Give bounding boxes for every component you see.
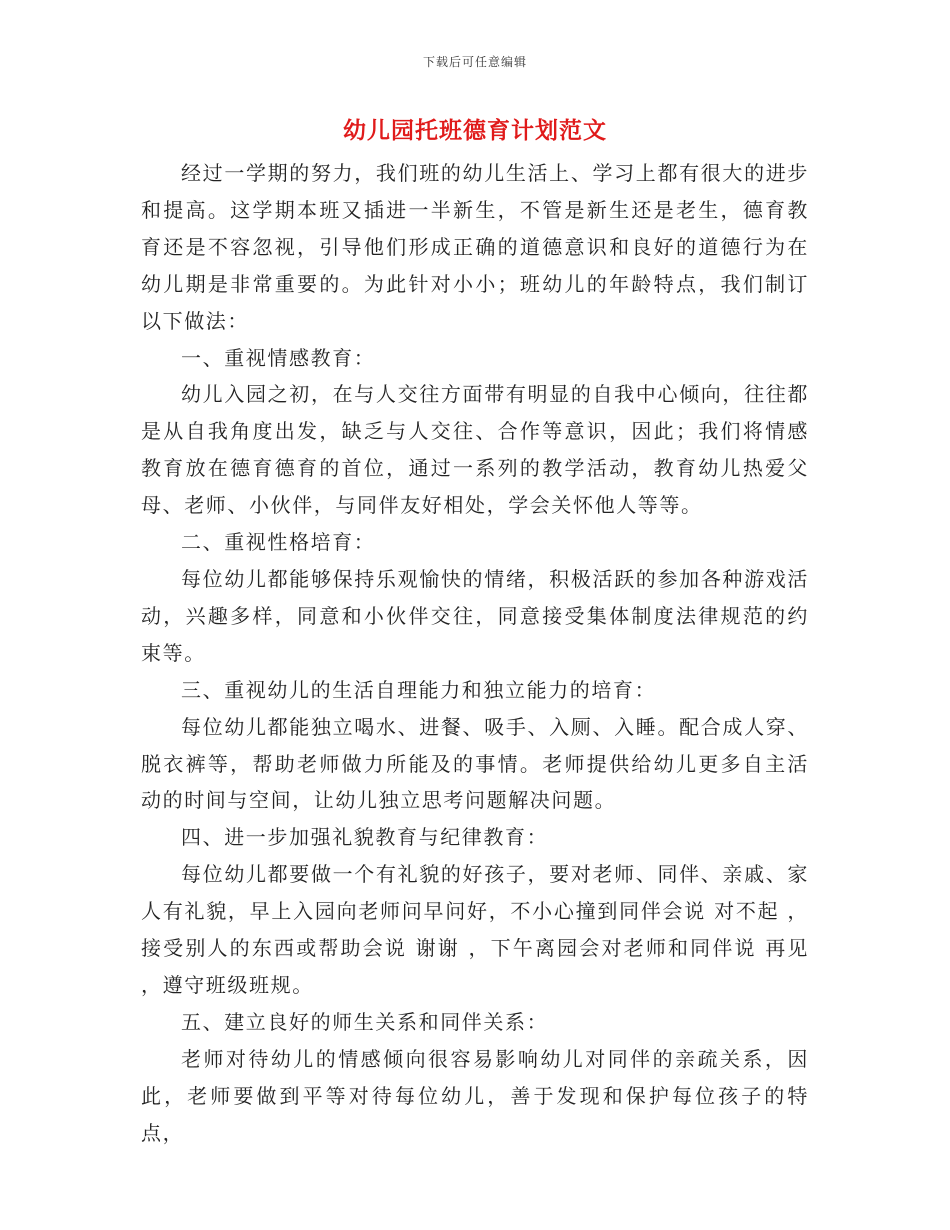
document-title: 幼儿园托班德育计划范文: [343, 117, 607, 144]
section-heading-2: 二、重视性格培育：: [181, 530, 376, 555]
section-heading-1: 一、重视情感教育：: [181, 345, 376, 370]
page-header-note: 下载后可任意编辑: [422, 55, 527, 69]
section-heading-5: 五、建立良好的师生关系和同伴关系：: [181, 1009, 549, 1034]
paragraph-section-2: 每位幼儿都能够保持乐观愉快的情绪，积极活跃的参加各种游戏活动，兴趣多样，同意和小伙伴交往，同意接受集体制度法律规范的约束等。: [141, 566, 809, 665]
paragraph-section-3: 每位幼儿都能独立喝水、进餐、吸手、入厕、入睡。配合成人穿、脱衣裤等，帮助老师做力所能及的事情。老师提供给幼儿更多自主活动的时间与空间，让幼儿独立思考问题解决问题。: [141, 714, 809, 813]
paragraph-section-1: 幼儿入园之初，在与人交往方面带有明显的自我中心倾向，往往都是从自我角度出发，缺乏与人交往、合作等意识，因此；我们将情感教育放在德育德育的首位，通过一系列的教学活动，教育幼儿热爱父母、老师、小伙伴，与同伴友好相处，学会关怀他人等等。: [141, 382, 809, 518]
paragraph-section-5: 老师对待幼儿的情感倾向很容易影响幼儿对同伴的亲疏关系，因此，老师要做到平等对待每位幼儿，善于发现和保护每位孩子的特点，: [141, 1046, 809, 1145]
paragraph-intro: 经过一学期的努力，我们班的幼儿生活上、学习上都有很大的进步和提高。这学期本班又插进一半新生，不管是新生还是老生，德育教育还是不容忽视，引导他们形成正确的道德意识和良好的道德行为在幼儿期是非常重要的。为此针对小小；班幼儿的年龄特点，我们制订以下做法：: [141, 161, 809, 333]
paragraph-section-4: 每位幼儿都要做一个有礼貌的好孩子，要对老师、同伴、亲戚、家人有礼貌，早上入园向老师问早问好，不小心撞到同伴会说 对不起 ，接受别人的东西或帮助会说 谢谢 ，下午离园会对老师和同伴说 再见 ，遵守班级班规。: [141, 862, 809, 997]
section-heading-3: 三、重视幼儿的生活自理能力和独立能力的培育：: [181, 677, 657, 702]
section-heading-4: 四、进一步加强礼貌教育与纪律教育：: [181, 825, 549, 850]
document-body: [141, 155, 809, 1151]
